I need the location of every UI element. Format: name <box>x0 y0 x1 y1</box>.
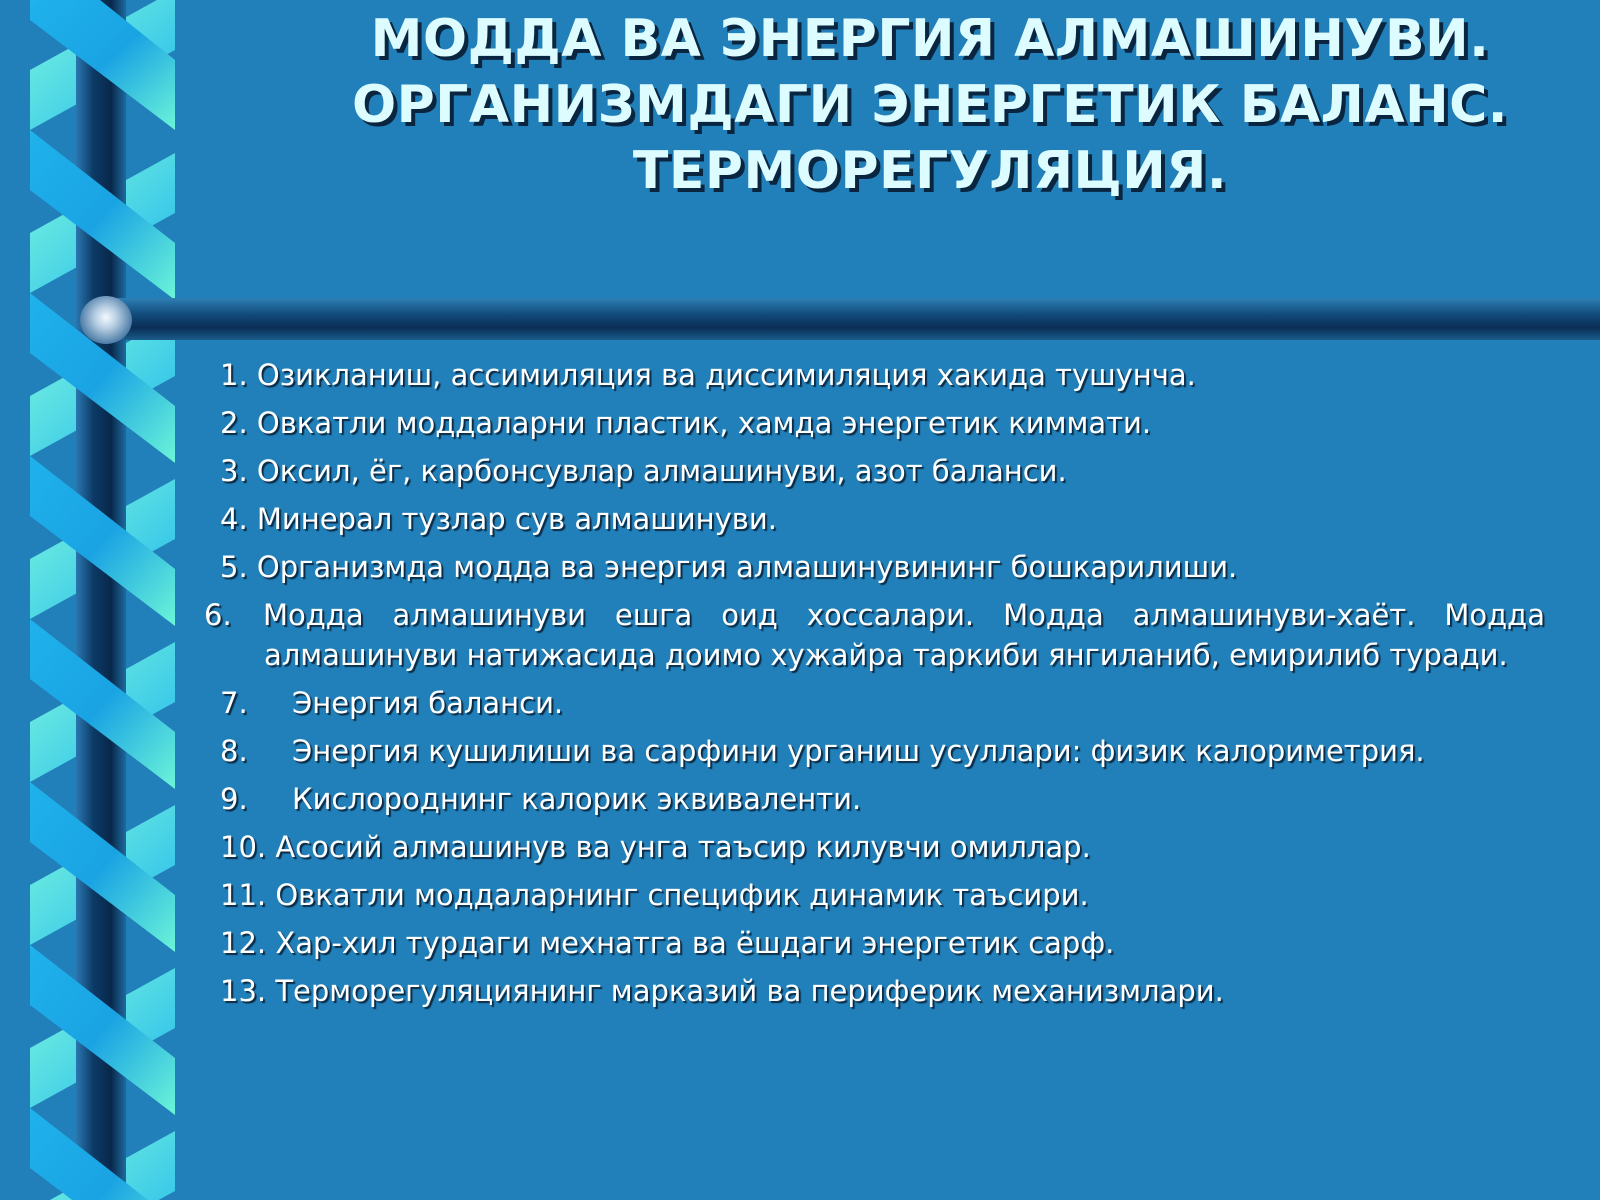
divider-knob <box>80 296 132 344</box>
list-item <box>220 923 1545 963</box>
list-item <box>220 683 1545 723</box>
item-text: Организмда модда ва энергия алмашинувининг бошкарилиши. <box>256 550 1238 584</box>
item-text: Овкатли моддаларнинг специфик динамик таъсири. <box>275 878 1089 912</box>
item-number: 5. <box>220 550 248 584</box>
item-number: 7. <box>220 686 248 720</box>
list-item <box>220 731 1545 771</box>
list-item <box>220 547 1545 587</box>
item-text: Хар-хил турдаги мехнатга ва ёшдаги энергетик сарф. <box>275 926 1115 960</box>
item-text: Терморегуляциянинг марказий ва периферик механизмлари. <box>275 974 1224 1008</box>
item-text: Асосий алмашинув ва унга таъсир килувчи омиллар. <box>275 830 1091 864</box>
title-line-1: МОДДА ВА ЭНЕРГИЯ АЛМАШИНУВИ. <box>370 9 1490 69</box>
item-number: 4. <box>220 502 248 536</box>
topic-list <box>204 355 1545 1019</box>
title-line-2: ОРГАНИЗМДАГИ ЭНЕРГЕТИК БАЛАНС. <box>351 75 1509 135</box>
item-text: Минерал тузлар сув алмашинуви. <box>256 502 777 536</box>
list-item <box>220 451 1545 491</box>
list-item <box>220 827 1545 867</box>
item-number: 1. <box>220 358 248 392</box>
item-number: 8. <box>220 734 248 768</box>
list-item <box>220 355 1545 395</box>
item-number: 3. <box>220 454 248 488</box>
item-number: 12. <box>220 926 267 960</box>
item-text: Энергия кушилиши ва сарфини урганиш усуллари: физик калориметрия. <box>292 734 1425 768</box>
list-item <box>220 875 1545 915</box>
item-text: Энергия баланси. <box>292 686 564 720</box>
slide-title <box>290 6 1570 204</box>
decorative-ribbon-helix <box>0 0 190 1200</box>
item-text: Кислороднинг калорик эквиваленти. <box>292 782 862 816</box>
item-text: Модда алмашинуви ешга оид хоссалари. Модда алмашинуви-хаёт. Модда алмашинуви натижасида доимо хужайра таркиби янгиланиб, емирилиб туради. <box>262 598 1545 672</box>
item-text: Оксил, ёг, карбонсувлар алмашинуви, азот баланси. <box>256 454 1067 488</box>
list-item <box>220 403 1545 443</box>
item-number: 10. <box>220 830 267 864</box>
item-number: 9. <box>220 782 248 816</box>
item-number: 2. <box>220 406 248 440</box>
horizontal-divider-bar <box>100 298 1600 340</box>
item-number: 13. <box>220 974 267 1008</box>
item-number: 11. <box>220 878 267 912</box>
list-item <box>220 499 1545 539</box>
title-line-3: ТЕРМОРЕГУЛЯЦИЯ. <box>632 141 1228 201</box>
item-text: Овкатли моддаларни пластик, хамда энергетик киммати. <box>256 406 1152 440</box>
item-text: Озикланиш, ассимиляция ва диссимиляция хакида тушунча. <box>256 358 1196 392</box>
list-item <box>220 779 1545 819</box>
list-item <box>220 971 1545 1011</box>
list-item: 6. Модда алмашинуви ешга оид хоссалари. Модда алмашинуви-хаёт. Модда алмашинуви натижасида доимо хужайра таркиби янгиланиб, емирилиб туради. <box>204 598 1545 672</box>
